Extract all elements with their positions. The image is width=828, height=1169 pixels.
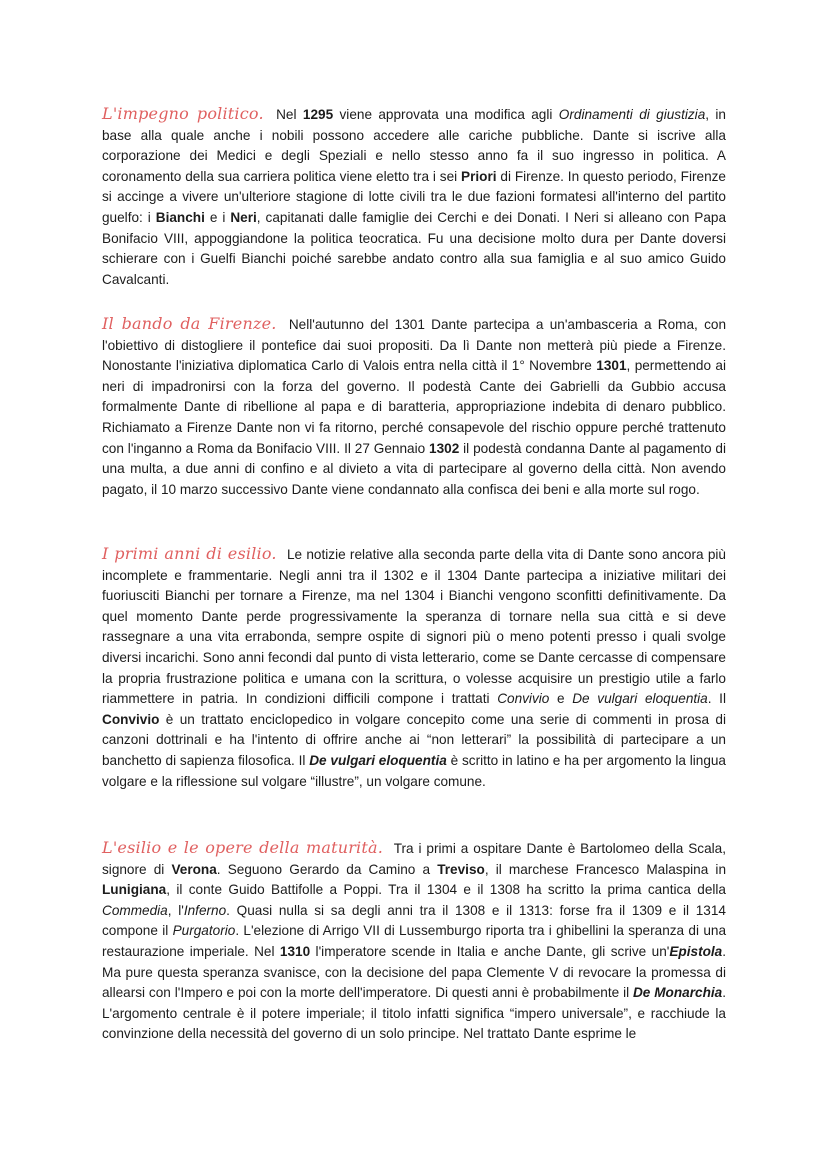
bold-text: Lunigiana [102, 882, 167, 898]
body-text: , il marchese Francesco Malaspina in [484, 861, 726, 877]
body-text: , permettendo ai neri di impadronirsi con la forza del governo. Il podestà Cante dei Gabrielli da Gubbio accusa formalmente Dante di ribellione al papa e di baratteria, appropriazione indebita di denaro pubblico. Richiamato a Firenze Dante non vi fa ritorno, perché consapevole del rischio oppure perché trattenuto con l'inganno a Roma da Bonifacio VIII. Il 27 Gennaio [102, 358, 726, 456]
section-heading: L'impegno politico. [102, 104, 264, 123]
body-text: , il conte Guido Battifolle a Poppi. Tra il 1304 e il 1308 ha scritto la prima cantica della [166, 882, 726, 898]
section-primi-anni-esilio [102, 544, 726, 792]
body-text: Le notizie relative alla seconda parte della vita di Dante sono ancora più incomplete e frammentarie. Negli anni tra il 1302 e il 1304 Dante partecipa a iniziative militari dei fuoriusciti Bianchi per tornare a Firenze, ma nel 1304 i Bianchi vengono sconfitti definitivamente. Da quel momento Dante perde progressivamente la speranza di tornare nella sua città e si deve rassegnare a una vita errabonda, sempre ospite di signori più o meno potenti presso i quali svolge diversi incarichi. Sono anni fecondi dal punto di vista letterario, come se Dante cercasse di compensare la propria frustrazione politica e umana con la scrittura, o volesse acquisire un prestigio utile a farlo riammettere in patria. In condizioni difficili compone i trattati [102, 547, 726, 707]
body-text: . Seguono Gerardo da Camino a [216, 861, 438, 877]
body-text: , l' [167, 902, 184, 918]
italic-text: Purgatorio [172, 923, 236, 939]
italic-text: Convivio [497, 691, 550, 707]
body-text: . Ma pure questa speranza svanisce, con la decisione del papa Clemente V di revocare la promessa di allearsi con l'Impero e poi con la morte dell'imperatore. Di questi anni è probabilmente il [102, 943, 727, 1001]
italic-text: Ordinamenti di giustizia [558, 107, 706, 122]
section-body [102, 317, 726, 497]
bold-text: Priori [461, 168, 497, 184]
italic-text: De vulgari eloquentia [572, 691, 708, 707]
section-impegno-politico [102, 104, 726, 290]
body-text: e [549, 691, 573, 707]
emphasis-text: Epistola [669, 943, 723, 959]
body-text: l'imperatore scende in Italia e anche Dante, gli scrive un' [310, 943, 670, 959]
body-text: è un trattato enciclopedico in volgare concepito come una serie di commenti in prosa di canzoni dottrinali e ha l'intento di offrire anche ai “non letterari” la possibilità di partecipare a un banchetto di sapienza filosofica. Il [102, 711, 726, 768]
bold-text: 1310 [279, 943, 311, 959]
body-text: è scritto in latino e ha per argomento la lingua volgare e la riflessione sul volgare “illustre”, un volgare comune. [102, 752, 726, 789]
bold-text: Neri [230, 209, 257, 225]
bold-text: 1295 [302, 107, 334, 122]
body-text: , capitanati dalle famiglie dei Cerchi e dei Donati. I Neri si alleano con Papa Bonifacio VIII, appoggiandone la politica teocratica. Fu una decisione molto dura per Dante doversi schierare con i Guelfi Bianchi poiché sarebbe andato contro alla sua famiglia e al suo amico Guido Cavalcanti. [102, 209, 726, 287]
body-text: . Il [707, 691, 726, 707]
body-text: Nel [269, 107, 303, 122]
body-text: , in base alla quale anche i nobili possono accedere alle cariche pubbliche. Dante si iscrive alla corporazione dei Medici e degli Speziali e nello stesso anno fa il suo ingresso in politica. A coronamento della sua carriera politica viene eletto tra i sei [102, 107, 726, 184]
body-text: . L'elezione di Arrigo VII di Lussemburgo riporta tra i ghibellini la speranza di una restaurazione imperiale. Nel [102, 923, 727, 959]
emphasis-text: De vulgari eloquentia [309, 752, 447, 768]
bold-text: Treviso [437, 861, 485, 877]
section-heading: L'esilio e le opere della maturità. [102, 838, 384, 857]
section-esilio-opere-maturita [102, 838, 726, 1045]
emphasis-text: De Monarchia [632, 985, 723, 1001]
italic-text: Inferno [183, 902, 227, 918]
body-text: . L'argomento centrale è il potere imperiale; il titolo infatti significa “impero universale”, e racchiude la convinzione della necessità del governo di un solo principe. Nel trattato Dante esprime le [102, 985, 726, 1042]
italic-text: Commedia [102, 902, 168, 918]
section-body [102, 841, 726, 1041]
section-heading: Il bando da Firenze. [102, 314, 277, 333]
section-heading: I primi anni di esilio. [102, 544, 277, 563]
bold-text: Verona [171, 861, 217, 877]
body-text: Tra i primi a ospitare Dante è Bartolomeo della Scala, signore di [102, 841, 727, 877]
body-text: . Quasi nulla si sa degli anni tra il 1308 e il 1313: forse fra il 1309 e il 1314 compone il [102, 902, 726, 939]
body-text: e i [204, 209, 231, 225]
bold-text: Convivio [102, 711, 160, 727]
body-text: viene approvata una modifica agli [333, 107, 559, 122]
bold-italic-text [309, 753, 447, 768]
section-body [102, 107, 726, 287]
section-body [102, 547, 726, 789]
section-bando-firenze [102, 314, 726, 500]
body-text: il podestà condanna Dante al pagamento di una multa, a due anni di confino e al divieto a vita di partecipare al governo della città. Non avendo pagato, il 10 marzo successivo Dante viene condannato alla confisca dei beni e alla morte sul rogo. [102, 440, 727, 497]
bold-italic-text [633, 985, 722, 1000]
body-text: Nell'autunno del 1301 Dante partecipa a un'ambasceria a Roma, con l'obiettivo di distogliere il pontefice dai suoi propositi. Da lì Dante non metterà più piede a Firenze. Nonostante l'iniziativa diplomatica Carlo di Valois entra nella città il 1° Novembre [102, 317, 727, 374]
body-text: di Firenze. In questo periodo, Firenze si accinge a vivere un'ulteriore stagione di lotte civili tra le due fazioni formatesi all'interno del partito guelfo: i [102, 168, 726, 225]
bold-text: 1302 [429, 440, 460, 456]
bold-text: Bianchi [155, 209, 205, 225]
bold-italic-text [669, 944, 722, 959]
bold-text: 1301 [596, 358, 627, 374]
